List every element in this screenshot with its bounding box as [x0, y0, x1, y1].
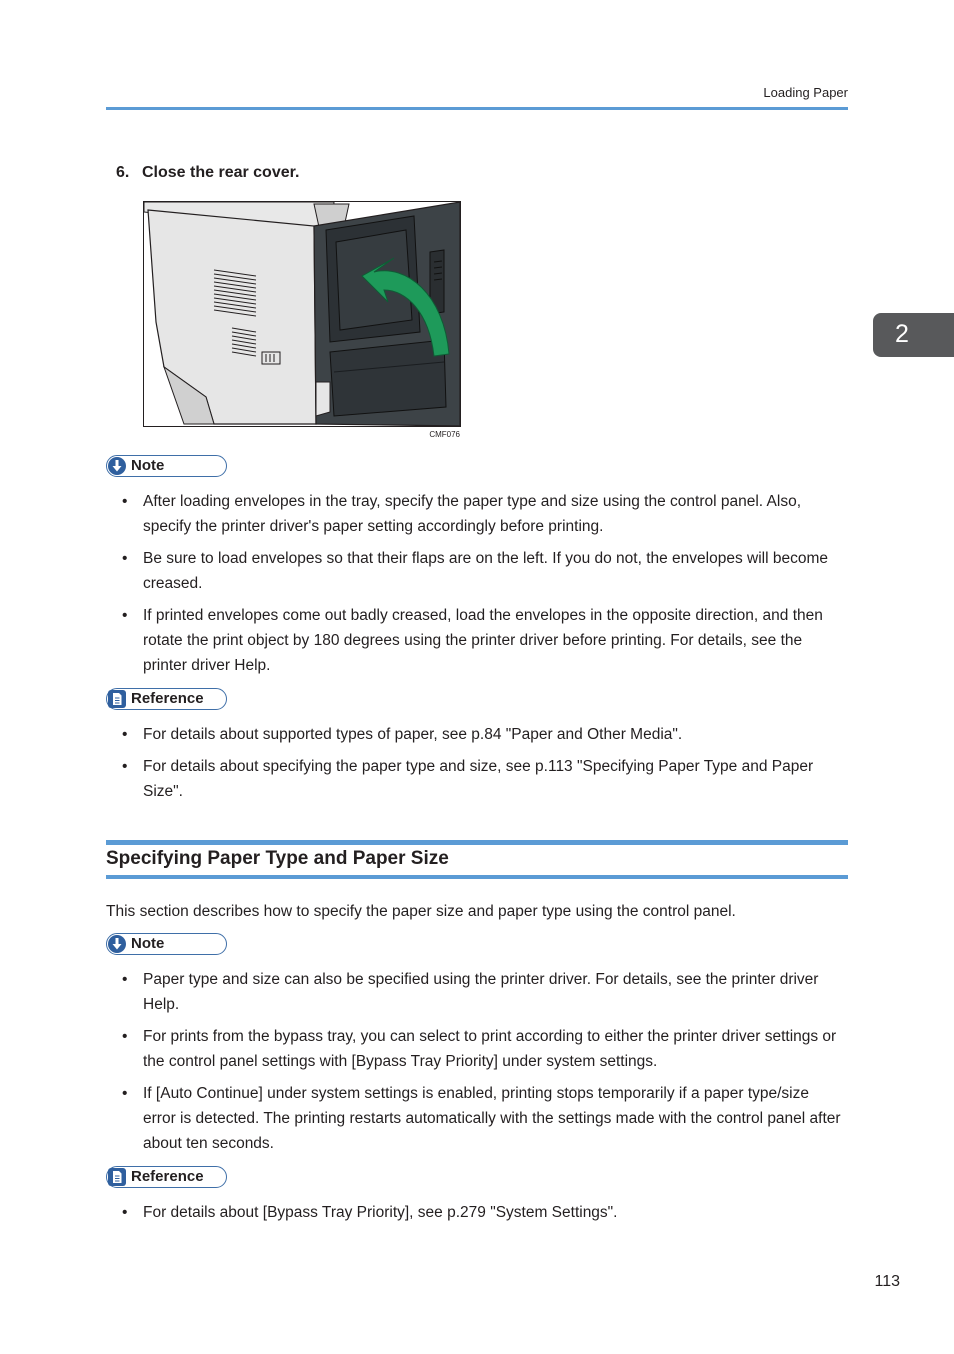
- reference-header: [106, 688, 227, 710]
- list-item: • Paper type and size can also be specified using the printer driver. For details, see the printer driver Help.: [106, 967, 846, 1017]
- step-number: 6.: [116, 164, 130, 181]
- list-item: • For details about [Bypass Tray Priority], see p.279 "System Settings".: [106, 1200, 846, 1225]
- step-text: Close the rear cover.: [142, 164, 300, 181]
- down-arrow-circle-icon: [108, 457, 126, 475]
- list-item: • If printed envelopes come out badly creased, load the envelopes in the opposite direction, and then rotate the print object by 180 degrees using the printer driver before printing. For details, see the printer driver Help.: [106, 603, 846, 678]
- list-item: • For prints from the bypass tray, you can select to print according to either the printer driver settings or the control panel settings with [Bypass Tray Priority] under system settings.: [106, 1024, 846, 1074]
- section-rule-bottom: [106, 875, 848, 879]
- printer-illustration-svg: [144, 202, 460, 426]
- note-list: [106, 489, 846, 685]
- reference-label: Reference: [131, 690, 204, 707]
- note-label: Note: [131, 935, 165, 952]
- chapter-tab: [873, 313, 954, 357]
- list-item: • After loading envelopes in the tray, specify the paper type and size using the control panel. Also, specify the printer driver's paper setting accordingly before printing.: [106, 489, 846, 539]
- chapter-number: 2: [895, 320, 909, 348]
- section-title: Specifying Paper Type and Paper Size: [106, 848, 449, 869]
- document-icon: [108, 690, 126, 708]
- page-number: 113: [874, 1273, 900, 1290]
- reference-label: Reference: [131, 1168, 204, 1185]
- reference-list: [106, 1200, 846, 1232]
- document-icon: [108, 1168, 126, 1186]
- reference-list: [106, 722, 846, 811]
- figure-code: CMF076: [429, 430, 460, 439]
- note-label: Note: [131, 457, 165, 474]
- note-header: [106, 455, 227, 477]
- header-rule: [106, 107, 848, 110]
- list-item: • Be sure to load envelopes so that their flaps are on the left. If you do not, the envelopes will become creased.: [106, 546, 846, 596]
- note-list: [106, 967, 846, 1163]
- step-heading: [116, 164, 299, 182]
- section-intro: This section describes how to specify the paper size and paper type using the control panel.: [106, 903, 736, 920]
- list-item: • If [Auto Continue] under system settings is enabled, printing stops temporarily if a paper type/size error is detected. The printing restarts automatically with the settings made with the control panel after about ten seconds.: [106, 1081, 846, 1156]
- printer-rear-cover-illustration: [143, 201, 461, 427]
- running-header: Loading Paper: [763, 85, 848, 100]
- list-item: • For details about specifying the paper type and size, see p.113 "Specifying Paper Type and Paper Size".: [106, 754, 846, 804]
- reference-header: [106, 1166, 227, 1188]
- note-header: [106, 933, 227, 955]
- down-arrow-circle-icon: [108, 935, 126, 953]
- list-item: • For details about supported types of paper, see p.84 "Paper and Other Media".: [106, 722, 846, 747]
